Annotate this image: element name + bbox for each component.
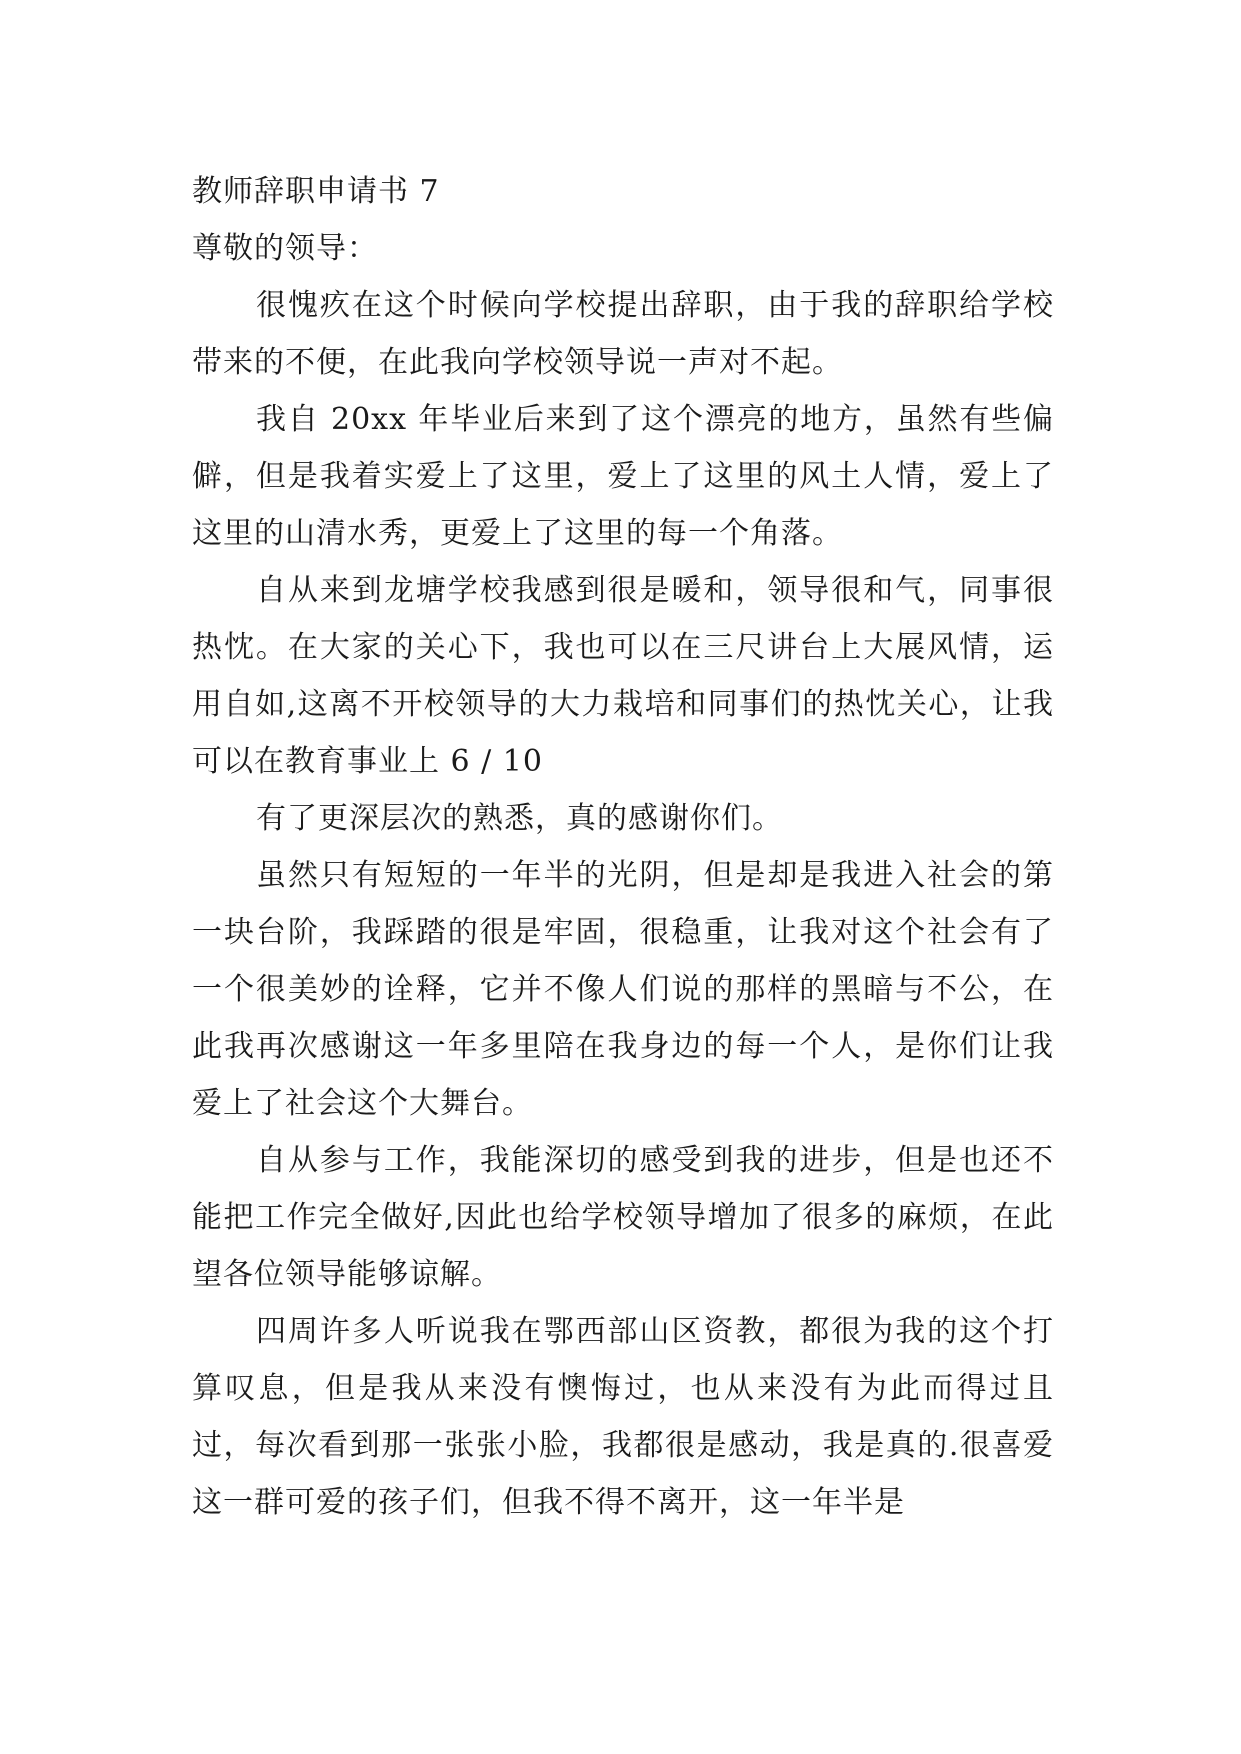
document-body: [192, 163, 1054, 1531]
paragraph-3: 自从来到龙塘学校我感到很是暖和，领导很和气，同事很热忱。在大家的关心下，我也可以在三尺讲台上大展风情，运用自如,这离不开校领导的大力栽培和同事们的热忱关心，让我可以在教育事业上 6 / 10: [192, 573, 1054, 779]
document-title: 教师辞职申请书 7: [192, 174, 440, 209]
paragraph-6: 自从参与工作，我能深切的感受到我的进步，但是也还不能把工作完全做好,因此也给学校领导增加了很多的麻烦，在此望各位领导能够谅解。: [192, 1143, 1054, 1292]
paragraph-4: 有了更深层次的熟悉，真的感谢你们。: [256, 801, 783, 836]
paragraph-1: 很愧疚在这个时候向学校提出辞职，由于我的辞职给学校带来的不便，在此我向学校领导说一声对不起。: [192, 288, 1054, 380]
paragraph-2: 我自 20xx 年毕业后来到了这个漂亮的地方，虽然有些偏僻，但是我着实爱上了这里，爱上了这里的风土人情，爱上了这里的山清水秀，更爱上了这里的每一个角落。: [192, 402, 1054, 551]
paragraph-5: 虽然只有短短的一年半的光阴，但是却是我进入社会的第一块台阶，我踩踏的很是牢固，很稳重，让我对这个社会有了一个很美妙的诠释，它并不像人们说的那样的黑暗与不公，在此我再次感谢这一年多里陪在我身边的每一个人，是你们让我爱上了社会这个大舞台。: [192, 858, 1054, 1121]
paragraph-7: 四周许多人听说我在鄂西部山区资教，都很为我的这个打算叹息，但是我从来没有懊悔过，也从来没有为此而得过且过，每次看到那一张张小脸，我都很是感动，我是真的.很喜爱这一群可爱的孩子们，但我不得不离开，这一年半是: [192, 1314, 1054, 1520]
salutation: 尊敬的领导：: [192, 231, 378, 266]
